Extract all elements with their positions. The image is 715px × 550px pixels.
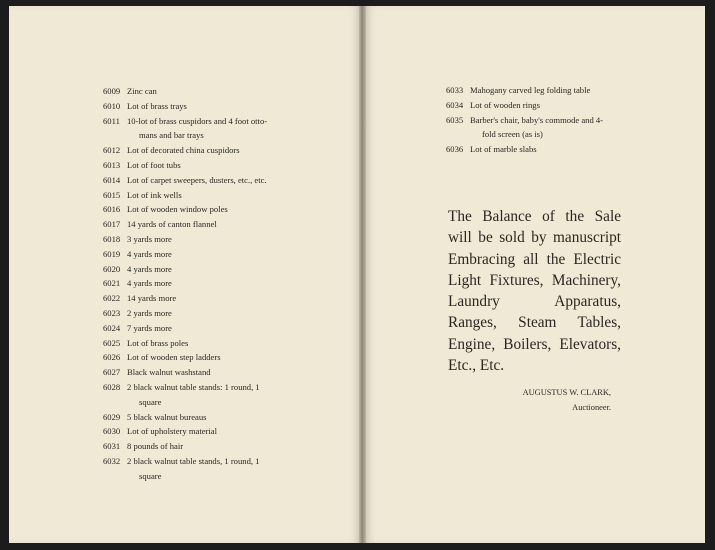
right-page (366, 6, 705, 543)
lot-item (103, 202, 303, 217)
lot-description (127, 202, 303, 217)
lot-item (446, 142, 646, 157)
lot-item (103, 439, 303, 454)
lot-description (470, 113, 646, 143)
lot-number: 6030 (103, 426, 121, 437)
lot-item (103, 143, 303, 158)
lot-description (127, 188, 303, 203)
lot-item (103, 306, 303, 321)
lot-description-line: 4 yards more (127, 263, 172, 274)
lot-number: 6022 (103, 293, 121, 304)
lot-description-line: Mahogany carved leg folding table (470, 85, 591, 95)
balance-of-sale-notice: The Balance of the Sale will be sold by manuscript Embracing all the Electric Light Fixtures, Machinery, Laundry Apparatus, Ranges, Steam Tables, Engine, Boilers, Elevators, Etc., Etc. (448, 208, 621, 375)
lot-item (103, 158, 303, 173)
lot-number: 6016 (103, 204, 121, 215)
lot-description-line: 14 yards of canton flannel (127, 219, 217, 230)
lot-number: 6028 (103, 381, 121, 392)
lot-number: 6029 (103, 411, 121, 422)
lot-item (103, 84, 303, 99)
lot-description (127, 350, 303, 365)
lot-item (103, 247, 303, 262)
lot-item (446, 98, 646, 113)
lot-item (103, 217, 303, 232)
lot-description (470, 142, 646, 157)
lot-item (103, 336, 303, 351)
lot-description-line: Lot of upholstery material (127, 426, 217, 437)
lot-description-line: Lot of wooden step ladders (127, 352, 221, 363)
lot-description-line: 7 yards more (127, 322, 172, 333)
lot-description-continuation: square (139, 470, 162, 481)
lot-number: 6035 (446, 114, 464, 125)
lot-list-right (446, 83, 646, 157)
lot-description-line: 4 yards more (127, 248, 172, 259)
lot-item (103, 232, 303, 247)
lot-item (446, 113, 646, 143)
lot-number: 6014 (103, 174, 121, 185)
lot-description (127, 439, 303, 454)
lot-number: 6032 (103, 455, 121, 466)
lot-description-line: 2 black walnut table stands, 1 round, 1 (127, 455, 260, 466)
lot-description-line: 3 yards more (127, 233, 172, 244)
lot-description-line: 2 black walnut table stands: 1 round, 1 (127, 381, 260, 392)
lot-description (127, 380, 303, 410)
auctioneer-signature (501, 385, 611, 415)
lot-description (127, 247, 303, 262)
lot-description-line: 2 yards more (127, 307, 172, 318)
lot-item (103, 114, 303, 144)
lot-item (103, 350, 303, 365)
lot-description (470, 83, 646, 98)
lot-description (127, 410, 303, 425)
lot-number: 6023 (103, 307, 121, 318)
lot-description-line: Lot of decorated china cuspidors (127, 145, 240, 156)
lot-number: 6021 (103, 278, 121, 289)
lot-description (127, 454, 303, 484)
lot-number: 6020 (103, 263, 121, 274)
lot-description-line: Lot of brass poles (127, 337, 189, 348)
lot-number: 6031 (103, 441, 121, 452)
lot-item (103, 380, 303, 410)
lot-description (127, 143, 303, 158)
book-gutter (359, 6, 366, 543)
lot-description (127, 262, 303, 277)
lot-number: 6026 (103, 352, 121, 363)
lot-description-line: 14 yards more (127, 293, 177, 304)
lot-number: 6013 (103, 159, 121, 170)
lot-description-line: Lot of brass trays (127, 100, 187, 111)
lot-number: 6025 (103, 337, 121, 348)
lot-description (127, 84, 303, 99)
auctioneer-name: AUGUSTUS W. CLARK, (522, 388, 611, 397)
lot-description (127, 291, 303, 306)
lot-description-line: 8 pounds of hair (127, 441, 184, 452)
lot-number: 6036 (446, 144, 464, 155)
lot-description (470, 98, 646, 113)
lot-list-left (103, 84, 303, 484)
lot-item (103, 291, 303, 306)
lot-number: 6010 (103, 100, 121, 111)
lot-number: 6012 (103, 145, 121, 156)
lot-description-line: Zinc can (127, 86, 157, 96)
lot-description (127, 424, 303, 439)
lot-item (103, 454, 303, 484)
lot-number: 6017 (103, 219, 121, 230)
lot-item (103, 99, 303, 114)
lot-description-line: Barber's chair, baby's commode and 4- (470, 114, 604, 125)
lot-description (127, 306, 303, 321)
lot-description (127, 336, 303, 351)
lot-number: 6027 (103, 367, 121, 378)
lot-item (103, 276, 303, 291)
lot-description (127, 158, 303, 173)
lot-description-continuation: square (139, 396, 162, 407)
lot-number: 6033 (446, 85, 464, 95)
lot-description (127, 232, 303, 247)
left-page (9, 6, 359, 543)
lot-item (103, 424, 303, 439)
lot-description (127, 99, 303, 114)
lot-item (103, 173, 303, 188)
lot-description-line: 10-lot of brass cuspidors and 4 foot otto- (127, 115, 268, 126)
lot-description-line: Lot of wooden rings (470, 99, 540, 110)
lot-number: 6019 (103, 248, 121, 259)
lot-description-continuation: mans and bar trays (139, 130, 204, 141)
auctioneer-title: Auctioneer. (572, 403, 611, 412)
lot-item (446, 83, 646, 98)
lot-item (103, 188, 303, 203)
lot-description-continuation: fold screen (as is) (482, 129, 543, 140)
lot-description-line: Lot of ink wells (127, 189, 182, 200)
lot-item (103, 410, 303, 425)
lot-description (127, 276, 303, 291)
lot-description-line: Lot of wooden window poles (127, 204, 228, 215)
lot-number: 6034 (446, 99, 464, 110)
lot-number: 6018 (103, 233, 121, 244)
lot-number: 6015 (103, 189, 121, 200)
lot-number: 6011 (103, 115, 120, 126)
lot-description (127, 365, 303, 380)
lot-description (127, 114, 303, 144)
lot-description (127, 217, 303, 232)
lot-description-line: 5 black walnut bureaus (127, 411, 207, 422)
lot-description-line: Lot of marble slabs (470, 144, 537, 155)
lot-item (103, 321, 303, 336)
lot-description-line: 4 yards more (127, 278, 172, 289)
lot-number: 6024 (103, 322, 121, 333)
lot-item (103, 262, 303, 277)
lot-description-line: Lot of foot tubs (127, 159, 181, 170)
lot-number: 6009 (103, 86, 121, 96)
lot-description-line: Black walnut washstand (127, 367, 211, 378)
lot-item (103, 365, 303, 380)
lot-description (127, 321, 303, 336)
lot-description (127, 173, 303, 188)
lot-description-line: Lot of carpet sweepers, dusters, etc., etc. (127, 174, 267, 185)
